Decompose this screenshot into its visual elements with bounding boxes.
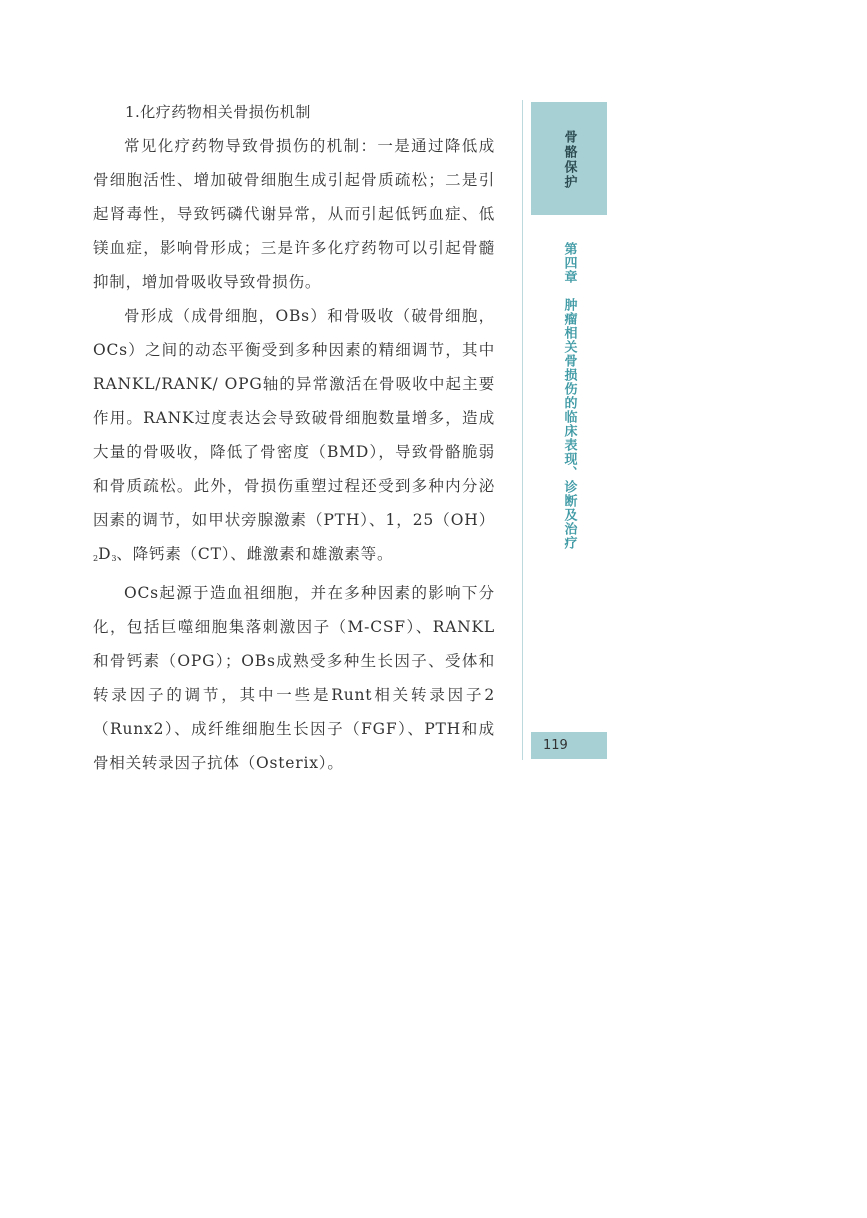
paragraph-2 (93, 299, 495, 576)
paragraph-2-text-after: 、降钙素（CT）、雌激素和雄激素等。 (116, 545, 394, 563)
paragraph-2-text-before: 骨形成（成骨细胞，OBs）和骨吸收（破骨细胞，OCs）之间的动态平衡受到多种因素的精细调节，其中RANKL/RANK/ OPG轴的异常激活在骨吸收中起主要作用。RANK过度表达会导致破骨细胞数量增多，造成大量的骨吸收，降低了骨密度（BMD），导致骨骼脆弱和骨质疏松。此外，骨损伤重塑过程还受到多种内分泌因素的调节，如甲状旁腺激素（PTH）、1，25（OH） (93, 307, 495, 529)
chapter-title: 第四章 肿瘤相关骨损伤的临床表现、诊断及治疗 (561, 242, 577, 550)
paragraph-2-text-d: D (98, 545, 112, 563)
subscript-2: 2 (93, 554, 99, 563)
chapter-title-tab (531, 242, 607, 550)
book-title-tab (531, 102, 607, 215)
book-title: 骨骼保护 (561, 130, 577, 190)
section-heading: 1.化疗药物相关骨损伤机制 (125, 103, 311, 121)
subscript-3: 3 (111, 554, 117, 563)
main-text-column (93, 96, 495, 780)
page-number: 119 (543, 738, 568, 753)
paragraph-3: OCs起源于造血祖细胞，并在多种因素的影响下分化，包括巨噬细胞集落刺激因子（M-CSF）、RANKL和骨钙素（OPG）；OBs成熟受多种生长因子、受体和转录因子的调节，其中一些是Runt相关转录因子2（Runx2）、成纤维细胞生长因子（FGF）、PTH和成骨相关转录因子抗体（Osterix）。 (93, 584, 495, 772)
page-number-tab (531, 732, 607, 759)
paragraph-1: 常见化疗药物导致骨损伤的机制：一是通过降低成骨细胞活性、增加破骨细胞生成引起骨质疏松；二是引起肾毒性，导致钙磷代谢异常，从而引起低钙血症、低镁血症，影响骨形成；三是许多化疗药物可以引起骨髓抑制，增加骨吸收导致骨损伤。 (93, 137, 495, 291)
vertical-divider (522, 100, 523, 760)
